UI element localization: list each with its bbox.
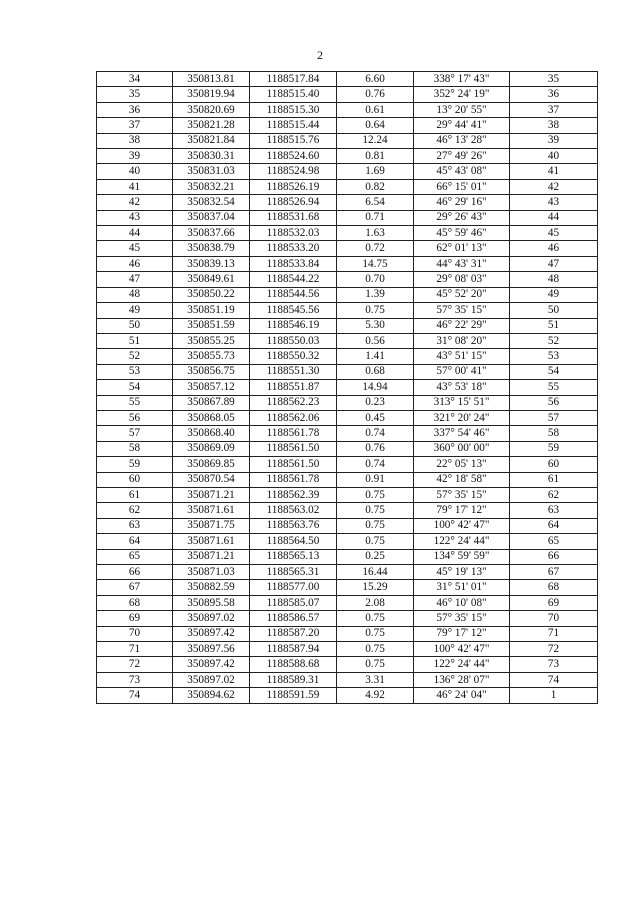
y-coordinate-cell: 1188563.02 xyxy=(250,503,337,518)
distance-cell: 0.45 xyxy=(337,410,414,425)
direction-angle-cell: 31° 51' 01" xyxy=(414,580,510,595)
y-coordinate-cell: 1188515.40 xyxy=(250,87,337,102)
direction-angle-cell: 57° 35' 15" xyxy=(414,303,510,318)
next-point-cell: 56 xyxy=(510,395,598,410)
y-coordinate-cell: 1188585.07 xyxy=(250,595,337,610)
point-number-cell: 67 xyxy=(97,580,173,595)
table-row xyxy=(97,518,598,533)
table-row xyxy=(97,565,598,580)
table-row xyxy=(97,256,598,271)
direction-angle-cell: 46° 24' 04" xyxy=(414,688,510,703)
y-coordinate-cell: 1188546.19 xyxy=(250,318,337,333)
point-number-cell: 56 xyxy=(97,410,173,425)
x-coordinate-cell: 350837.66 xyxy=(173,226,250,241)
next-point-cell: 66 xyxy=(510,549,598,564)
direction-angle-cell: 46° 13' 28" xyxy=(414,133,510,148)
next-point-cell: 47 xyxy=(510,256,598,271)
x-coordinate-cell: 350882.59 xyxy=(173,580,250,595)
direction-angle-cell: 29° 08' 03" xyxy=(414,272,510,287)
x-coordinate-cell: 350821.84 xyxy=(173,133,250,148)
distance-cell: 0.25 xyxy=(337,549,414,564)
direction-angle-cell: 62° 01' 13" xyxy=(414,241,510,256)
x-coordinate-cell: 350869.85 xyxy=(173,457,250,472)
next-point-cell: 68 xyxy=(510,580,598,595)
point-number-cell: 52 xyxy=(97,349,173,364)
direction-angle-cell: 321° 20' 24" xyxy=(414,410,510,425)
table-row xyxy=(97,611,598,626)
distance-cell: 0.56 xyxy=(337,333,414,348)
distance-cell: 0.68 xyxy=(337,364,414,379)
point-number-cell: 44 xyxy=(97,226,173,241)
table-body xyxy=(97,72,598,704)
next-point-cell: 74 xyxy=(510,672,598,687)
next-point-cell: 54 xyxy=(510,364,598,379)
table-row xyxy=(97,503,598,518)
next-point-cell: 1 xyxy=(510,688,598,703)
x-coordinate-cell: 350897.02 xyxy=(173,611,250,626)
next-point-cell: 55 xyxy=(510,380,598,395)
x-coordinate-cell: 350837.04 xyxy=(173,210,250,225)
x-coordinate-cell: 350869.09 xyxy=(173,441,250,456)
direction-angle-cell: 46° 22' 29" xyxy=(414,318,510,333)
table-row xyxy=(97,318,598,333)
y-coordinate-cell: 1188565.31 xyxy=(250,565,337,580)
x-coordinate-cell: 350871.21 xyxy=(173,487,250,502)
point-number-cell: 35 xyxy=(97,87,173,102)
x-coordinate-cell: 350894.62 xyxy=(173,688,250,703)
y-coordinate-cell: 1188524.98 xyxy=(250,164,337,179)
table-row xyxy=(97,241,598,256)
y-coordinate-cell: 1188587.94 xyxy=(250,642,337,657)
y-coordinate-cell: 1188564.50 xyxy=(250,534,337,549)
direction-angle-cell: 57° 00' 41" xyxy=(414,364,510,379)
next-point-cell: 50 xyxy=(510,303,598,318)
distance-cell: 0.72 xyxy=(337,241,414,256)
point-number-cell: 51 xyxy=(97,333,173,348)
distance-cell: 0.75 xyxy=(337,518,414,533)
table-row xyxy=(97,333,598,348)
next-point-cell: 65 xyxy=(510,534,598,549)
table-row xyxy=(97,118,598,133)
distance-cell: 1.69 xyxy=(337,164,414,179)
distance-cell: 3.31 xyxy=(337,672,414,687)
point-number-cell: 63 xyxy=(97,518,173,533)
distance-cell: 14.94 xyxy=(337,380,414,395)
point-number-cell: 37 xyxy=(97,118,173,133)
point-number-cell: 47 xyxy=(97,272,173,287)
table-row xyxy=(97,626,598,641)
direction-angle-cell: 13° 20' 55" xyxy=(414,102,510,117)
next-point-cell: 59 xyxy=(510,441,598,456)
table-row xyxy=(97,87,598,102)
point-number-cell: 62 xyxy=(97,503,173,518)
y-coordinate-cell: 1188526.94 xyxy=(250,195,337,210)
x-coordinate-cell: 350838.79 xyxy=(173,241,250,256)
x-coordinate-cell: 350868.05 xyxy=(173,410,250,425)
table-row xyxy=(97,672,598,687)
point-number-cell: 69 xyxy=(97,611,173,626)
point-number-cell: 65 xyxy=(97,549,173,564)
distance-cell: 1.63 xyxy=(337,226,414,241)
next-point-cell: 71 xyxy=(510,626,598,641)
y-coordinate-cell: 1188563.76 xyxy=(250,518,337,533)
distance-cell: 6.54 xyxy=(337,195,414,210)
table-row xyxy=(97,349,598,364)
x-coordinate-cell: 350849.61 xyxy=(173,272,250,287)
next-point-cell: 70 xyxy=(510,611,598,626)
direction-angle-cell: 46° 10' 08" xyxy=(414,595,510,610)
distance-cell: 0.75 xyxy=(337,626,414,641)
y-coordinate-cell: 1188550.03 xyxy=(250,333,337,348)
direction-angle-cell: 43° 53' 18" xyxy=(414,380,510,395)
point-number-cell: 43 xyxy=(97,210,173,225)
distance-cell: 0.74 xyxy=(337,426,414,441)
y-coordinate-cell: 1188551.30 xyxy=(250,364,337,379)
x-coordinate-cell: 350819.94 xyxy=(173,87,250,102)
next-point-cell: 72 xyxy=(510,642,598,657)
point-number-cell: 55 xyxy=(97,395,173,410)
x-coordinate-cell: 350832.21 xyxy=(173,179,250,194)
direction-angle-cell: 360° 00' 00" xyxy=(414,441,510,456)
table-row xyxy=(97,457,598,472)
y-coordinate-cell: 1188561.78 xyxy=(250,426,337,441)
y-coordinate-cell: 1188587.20 xyxy=(250,626,337,641)
next-point-cell: 41 xyxy=(510,164,598,179)
x-coordinate-cell: 350831.03 xyxy=(173,164,250,179)
direction-angle-cell: 57° 35' 15" xyxy=(414,487,510,502)
direction-angle-cell: 337° 54' 46" xyxy=(414,426,510,441)
distance-cell: 0.75 xyxy=(337,303,414,318)
direction-angle-cell: 31° 08' 20" xyxy=(414,333,510,348)
table-row xyxy=(97,195,598,210)
next-point-cell: 45 xyxy=(510,226,598,241)
direction-angle-cell: 122° 24' 44" xyxy=(414,534,510,549)
point-number-cell: 50 xyxy=(97,318,173,333)
x-coordinate-cell: 350839.13 xyxy=(173,256,250,271)
x-coordinate-cell: 350830.31 xyxy=(173,149,250,164)
x-coordinate-cell: 350895.58 xyxy=(173,595,250,610)
point-number-cell: 36 xyxy=(97,102,173,117)
x-coordinate-cell: 350851.59 xyxy=(173,318,250,333)
y-coordinate-cell: 1188561.50 xyxy=(250,457,337,472)
x-coordinate-cell: 350897.42 xyxy=(173,626,250,641)
distance-cell: 15.29 xyxy=(337,580,414,595)
direction-angle-cell: 79° 17' 12" xyxy=(414,626,510,641)
point-number-cell: 64 xyxy=(97,534,173,549)
y-coordinate-cell: 1188588.68 xyxy=(250,657,337,672)
y-coordinate-cell: 1188526.19 xyxy=(250,179,337,194)
next-point-cell: 62 xyxy=(510,487,598,502)
table-row xyxy=(97,472,598,487)
next-point-cell: 35 xyxy=(510,72,598,87)
x-coordinate-cell: 350851.19 xyxy=(173,303,250,318)
table-row xyxy=(97,549,598,564)
point-number-cell: 72 xyxy=(97,657,173,672)
point-number-cell: 41 xyxy=(97,179,173,194)
next-point-cell: 69 xyxy=(510,595,598,610)
next-point-cell: 64 xyxy=(510,518,598,533)
next-point-cell: 61 xyxy=(510,472,598,487)
table-row xyxy=(97,72,598,87)
next-point-cell: 48 xyxy=(510,272,598,287)
point-number-cell: 70 xyxy=(97,626,173,641)
direction-angle-cell: 29° 44' 41" xyxy=(414,118,510,133)
coordinates-table xyxy=(96,71,598,704)
point-number-cell: 39 xyxy=(97,149,173,164)
x-coordinate-cell: 350870.54 xyxy=(173,472,250,487)
point-number-cell: 45 xyxy=(97,241,173,256)
point-number-cell: 60 xyxy=(97,472,173,487)
x-coordinate-cell: 350856.75 xyxy=(173,364,250,379)
point-number-cell: 57 xyxy=(97,426,173,441)
x-coordinate-cell: 350897.42 xyxy=(173,657,250,672)
distance-cell: 0.23 xyxy=(337,395,414,410)
distance-cell: 16.44 xyxy=(337,565,414,580)
point-number-cell: 74 xyxy=(97,688,173,703)
distance-cell: 0.82 xyxy=(337,179,414,194)
x-coordinate-cell: 350871.61 xyxy=(173,503,250,518)
table-row xyxy=(97,487,598,502)
x-coordinate-cell: 350867.89 xyxy=(173,395,250,410)
direction-angle-cell: 27° 49' 26" xyxy=(414,149,510,164)
distance-cell: 0.75 xyxy=(337,503,414,518)
direction-angle-cell: 43° 51' 15" xyxy=(414,349,510,364)
table-row xyxy=(97,149,598,164)
table-row xyxy=(97,133,598,148)
direction-angle-cell: 45° 59' 46" xyxy=(414,226,510,241)
next-point-cell: 40 xyxy=(510,149,598,164)
table-row xyxy=(97,287,598,302)
page-number: 2 xyxy=(317,48,323,62)
x-coordinate-cell: 350868.40 xyxy=(173,426,250,441)
table-row xyxy=(97,364,598,379)
next-point-cell: 51 xyxy=(510,318,598,333)
x-coordinate-cell: 350855.73 xyxy=(173,349,250,364)
table-row xyxy=(97,441,598,456)
direction-angle-cell: 79° 17' 12" xyxy=(414,503,510,518)
y-coordinate-cell: 1188562.39 xyxy=(250,487,337,502)
y-coordinate-cell: 1188544.22 xyxy=(250,272,337,287)
point-number-cell: 53 xyxy=(97,364,173,379)
distance-cell: 2.08 xyxy=(337,595,414,610)
y-coordinate-cell: 1188531.68 xyxy=(250,210,337,225)
distance-cell: 0.91 xyxy=(337,472,414,487)
y-coordinate-cell: 1188589.31 xyxy=(250,672,337,687)
next-point-cell: 36 xyxy=(510,87,598,102)
direction-angle-cell: 42° 18' 58" xyxy=(414,472,510,487)
distance-cell: 4.92 xyxy=(337,688,414,703)
point-number-cell: 49 xyxy=(97,303,173,318)
y-coordinate-cell: 1188586.57 xyxy=(250,611,337,626)
table-row xyxy=(97,303,598,318)
point-number-cell: 68 xyxy=(97,595,173,610)
next-point-cell: 39 xyxy=(510,133,598,148)
table-row xyxy=(97,102,598,117)
point-number-cell: 71 xyxy=(97,642,173,657)
direction-angle-cell: 100° 42' 47" xyxy=(414,518,510,533)
y-coordinate-cell: 1188561.50 xyxy=(250,441,337,456)
distance-cell: 0.71 xyxy=(337,210,414,225)
direction-angle-cell: 136° 28' 07" xyxy=(414,672,510,687)
next-point-cell: 60 xyxy=(510,457,598,472)
point-number-cell: 40 xyxy=(97,164,173,179)
point-number-cell: 66 xyxy=(97,565,173,580)
distance-cell: 0.75 xyxy=(337,487,414,502)
x-coordinate-cell: 350832.54 xyxy=(173,195,250,210)
distance-cell: 0.74 xyxy=(337,457,414,472)
distance-cell: 0.64 xyxy=(337,118,414,133)
table-row xyxy=(97,580,598,595)
point-number-cell: 73 xyxy=(97,672,173,687)
point-number-cell: 54 xyxy=(97,380,173,395)
y-coordinate-cell: 1188591.59 xyxy=(250,688,337,703)
y-coordinate-cell: 1188524.60 xyxy=(250,149,337,164)
y-coordinate-cell: 1188551.87 xyxy=(250,380,337,395)
y-coordinate-cell: 1188577.00 xyxy=(250,580,337,595)
table-row xyxy=(97,688,598,703)
direction-angle-cell: 22° 05' 13" xyxy=(414,457,510,472)
direction-angle-cell: 44° 43' 31" xyxy=(414,256,510,271)
y-coordinate-cell: 1188533.84 xyxy=(250,256,337,271)
direction-angle-cell: 66° 15' 01" xyxy=(414,179,510,194)
y-coordinate-cell: 1188533.20 xyxy=(250,241,337,256)
table-row xyxy=(97,179,598,194)
next-point-cell: 38 xyxy=(510,118,598,133)
x-coordinate-cell: 350871.21 xyxy=(173,549,250,564)
distance-cell: 0.75 xyxy=(337,611,414,626)
distance-cell: 1.41 xyxy=(337,349,414,364)
y-coordinate-cell: 1188515.76 xyxy=(250,133,337,148)
next-point-cell: 42 xyxy=(510,179,598,194)
x-coordinate-cell: 350897.56 xyxy=(173,642,250,657)
direction-angle-cell: 46° 29' 16" xyxy=(414,195,510,210)
direction-angle-cell: 134° 59' 59" xyxy=(414,549,510,564)
direction-angle-cell: 313° 15' 51" xyxy=(414,395,510,410)
next-point-cell: 73 xyxy=(510,657,598,672)
next-point-cell: 43 xyxy=(510,195,598,210)
table-row xyxy=(97,426,598,441)
direction-angle-cell: 352° 24' 19" xyxy=(414,87,510,102)
point-number-cell: 34 xyxy=(97,72,173,87)
point-number-cell: 48 xyxy=(97,287,173,302)
direction-angle-cell: 29° 26' 43" xyxy=(414,210,510,225)
y-coordinate-cell: 1188562.06 xyxy=(250,410,337,425)
x-coordinate-cell: 350855.25 xyxy=(173,333,250,348)
x-coordinate-cell: 350820.69 xyxy=(173,102,250,117)
distance-cell: 0.75 xyxy=(337,657,414,672)
y-coordinate-cell: 1188545.56 xyxy=(250,303,337,318)
next-point-cell: 44 xyxy=(510,210,598,225)
distance-cell: 0.61 xyxy=(337,102,414,117)
y-coordinate-cell: 1188561.78 xyxy=(250,472,337,487)
distance-cell: 5.30 xyxy=(337,318,414,333)
table-row xyxy=(97,380,598,395)
next-point-cell: 53 xyxy=(510,349,598,364)
table-row xyxy=(97,534,598,549)
y-coordinate-cell: 1188550.32 xyxy=(250,349,337,364)
point-number-cell: 46 xyxy=(97,256,173,271)
next-point-cell: 57 xyxy=(510,410,598,425)
next-point-cell: 46 xyxy=(510,241,598,256)
x-coordinate-cell: 350850.22 xyxy=(173,287,250,302)
y-coordinate-cell: 1188565.13 xyxy=(250,549,337,564)
table-row xyxy=(97,226,598,241)
direction-angle-cell: 45° 19' 13" xyxy=(414,565,510,580)
x-coordinate-cell: 350813.81 xyxy=(173,72,250,87)
table-row xyxy=(97,642,598,657)
point-number-cell: 59 xyxy=(97,457,173,472)
y-coordinate-cell: 1188517.84 xyxy=(250,72,337,87)
distance-cell: 0.76 xyxy=(337,87,414,102)
distance-cell: 0.75 xyxy=(337,534,414,549)
distance-cell: 12.24 xyxy=(337,133,414,148)
next-point-cell: 58 xyxy=(510,426,598,441)
x-coordinate-cell: 350897.02 xyxy=(173,672,250,687)
next-point-cell: 37 xyxy=(510,102,598,117)
y-coordinate-cell: 1188532.03 xyxy=(250,226,337,241)
point-number-cell: 38 xyxy=(97,133,173,148)
x-coordinate-cell: 350821.28 xyxy=(173,118,250,133)
direction-angle-cell: 57° 35' 15" xyxy=(414,611,510,626)
distance-cell: 1.39 xyxy=(337,287,414,302)
table-row xyxy=(97,272,598,287)
table-row xyxy=(97,210,598,225)
table-row xyxy=(97,657,598,672)
y-coordinate-cell: 1188515.30 xyxy=(250,102,337,117)
point-number-cell: 42 xyxy=(97,195,173,210)
distance-cell: 0.76 xyxy=(337,441,414,456)
next-point-cell: 49 xyxy=(510,287,598,302)
y-coordinate-cell: 1188562.23 xyxy=(250,395,337,410)
table-row xyxy=(97,410,598,425)
direction-angle-cell: 122° 24' 44" xyxy=(414,657,510,672)
next-point-cell: 63 xyxy=(510,503,598,518)
direction-angle-cell: 338° 17' 43" xyxy=(414,72,510,87)
direction-angle-cell: 45° 52' 20" xyxy=(414,287,510,302)
x-coordinate-cell: 350857.12 xyxy=(173,380,250,395)
next-point-cell: 52 xyxy=(510,333,598,348)
distance-cell: 14.75 xyxy=(337,256,414,271)
distance-cell: 0.70 xyxy=(337,272,414,287)
direction-angle-cell: 45° 43' 08" xyxy=(414,164,510,179)
x-coordinate-cell: 350871.61 xyxy=(173,534,250,549)
y-coordinate-cell: 1188515.44 xyxy=(250,118,337,133)
table-row xyxy=(97,395,598,410)
x-coordinate-cell: 350871.03 xyxy=(173,565,250,580)
distance-cell: 0.81 xyxy=(337,149,414,164)
direction-angle-cell: 100° 42' 47" xyxy=(414,642,510,657)
point-number-cell: 61 xyxy=(97,487,173,502)
table-row xyxy=(97,164,598,179)
distance-cell: 0.75 xyxy=(337,642,414,657)
next-point-cell: 67 xyxy=(510,565,598,580)
table-row xyxy=(97,595,598,610)
point-number-cell: 58 xyxy=(97,441,173,456)
y-coordinate-cell: 1188544.56 xyxy=(250,287,337,302)
distance-cell: 6.60 xyxy=(337,72,414,87)
x-coordinate-cell: 350871.75 xyxy=(173,518,250,533)
